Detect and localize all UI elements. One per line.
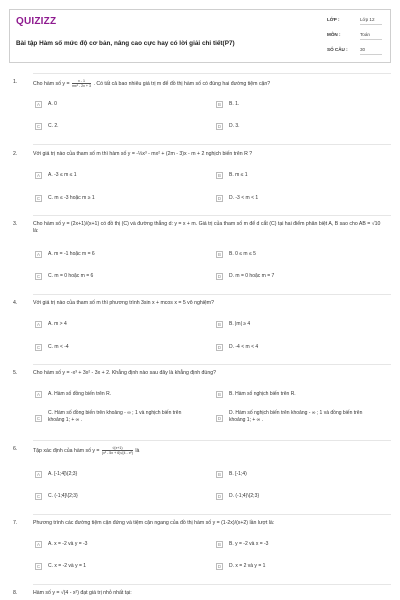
option-letter-box: A [35,471,42,478]
option-text: D. 3. [229,123,240,129]
option-text: B. m ≤ 1 [229,172,248,178]
option-letter-box: A [35,101,42,108]
divider [33,440,391,441]
question-number: 5. [13,370,18,376]
option-letter-box: D [217,564,222,569]
question-number: 7. [13,520,18,526]
option-text: D. Hàm số nghịch biến trên khoảng - ∞ ; 1 và đồng biến trên khoảng 1; + ∞ . [229,410,363,423]
question-number: 4. [13,300,18,306]
class-label: LỚP : [327,17,340,22]
question-text: Hàm số y = √(4 - x²) đạt giá trị nhỏ nhất tại: [33,590,132,596]
option-letter-box: B [216,471,223,478]
option-letter-box: C [36,564,41,569]
option-letter-box: A [35,172,42,179]
option-letter-box: D [217,494,222,499]
fraction-numerator: √(x+1) [112,446,123,450]
option-letter-box: A [35,251,42,258]
option-letter-box: D [217,274,222,279]
worksheet-title: Bài tập Hàm số mức độ cơ bản, nâng cao cực hay có lời giải chi tiết(P7) [16,40,235,47]
option-text: C. 2. [48,123,59,129]
option-text: B. 1. [229,101,240,107]
option-letter-box: A [35,391,42,398]
option-text: D. x = 2 và y = 1 [229,563,266,569]
class-value: Lớp 12 [360,17,382,25]
option-letter-box: B [216,101,223,108]
option-letter-box: D [217,345,222,350]
question-text: Cho hàm số y = (2x+1)/(x+1) có đồ thị (C) và đường thẳng d: y = x + m. Giá trị của tham số m để d cắt (C) tại hai điểm phân biệt A, B sao cho AB = √10 là: [33,221,381,234]
question-text: Với giá trị nào của tham số m thì hàm số y = -⅓x³ - mx² + (2m - 3)x - m + 2 nghịch biến trên R ? [33,151,253,157]
question-text-part: Cho hàm số y = [33,80,70,87]
fraction-numerator: x - 1 [77,79,85,83]
question-text: Với giá trị nào của tham số m thì phương trình 3sin x + mcos x = 5 vô nghiệm? [33,300,214,306]
subject-value: Toán [360,32,382,40]
question-number: 1. [13,79,18,85]
divider [33,584,391,585]
question-number: 8. [13,590,18,596]
question-text: Phương trình các đường tiệm cận đứng và tiệm cận ngang của đồ thị hàm số y = (1-2x)/(x+2) lần lượt là: [33,520,275,526]
option-text: A. m > 4 [48,321,67,327]
option-text: C. (-1;4]\{2;3} [48,493,78,499]
option-text: C. x = -2 và y = 1 [48,563,87,569]
question-count-value: 30 [360,47,382,55]
divider [33,364,391,365]
option-text: B. Hàm số nghịch biến trên R. [229,391,296,397]
option-letter-box: B [216,541,223,548]
option-letter-box: C [36,494,41,499]
option-text: B. |m| ≥ 4 [229,321,251,327]
option-text: B. 0 ≤ m ≤ 5 [229,251,256,257]
question-text [33,446,383,455]
option-text: C. m = 0 hoặc m = 6 [48,273,94,279]
question-number: 6. [13,446,18,452]
divider [33,73,391,74]
question-text-part: . Có tất cả bao nhiêu giá trị m để đồ thị hàm số có đúng hai đường tiệm cận? [93,80,271,87]
subject-label: MÔN : [327,32,341,37]
option-letter-box: B [216,321,223,328]
option-letter-box: C [36,345,41,350]
option-letter-box: B [216,172,223,179]
option-text: D. -4 < m < 4 [229,344,259,350]
option-letter-box: B [216,391,223,398]
option-letter-box: D [217,124,222,129]
option-text: A. -3 ≤ m ≤ 1 [48,172,77,178]
fraction [72,79,91,88]
option-text: A. x = -2 và y = -3 [48,541,88,547]
option-text: D. (-1;4)\{2;3} [229,493,260,499]
option-text: A. 0 [48,101,57,107]
option-text: B. [-1;4) [229,471,247,477]
question-text [33,79,383,88]
option-text: D. m = 0 hoặc m = 7 [229,273,275,279]
option-letter-box: C [36,274,41,279]
option-letter-box: D [217,196,222,201]
divider [33,514,391,515]
fraction [102,446,133,455]
divider [33,144,391,145]
option-text: A. [-1;4]\{2;3} [48,471,78,477]
divider [33,294,391,295]
fraction-denominator: mx² - 2x + 3 [71,84,92,88]
option-letter-box: A [35,321,42,328]
option-letter-box: B [216,251,223,258]
question-text: Cho hàm số y = -x³ + 3x² - 3x + 2. Khẳng định nào sau đây là khẳng định đúng? [33,370,216,376]
option-text: C. m < -4 [48,344,69,350]
worksheet-header [9,9,391,63]
option-letter-box: A [35,541,42,548]
option-text: D. -3 < m < 1 [229,195,259,201]
question-text-part: Tập xác định của hàm số y = [33,447,100,454]
option-text: C. Hàm số đồng biến trên khoảng - ∞ ; 1 và nghịch biến trên khoảng 1; + ∞ . [48,410,182,423]
option-letter-box: C [36,416,41,421]
option-text: B. y = -2 và x = -3 [229,541,269,547]
question-number: 3. [13,221,18,227]
question-count-label: SỐ CÂU : [327,47,348,52]
question-text-part: là [135,447,140,454]
question-number: 2. [13,151,18,157]
divider [33,215,391,216]
quizizz-logo: QUIZIZZ [16,16,57,27]
option-letter-box: C [36,124,41,129]
option-text: A. m = -1 hoặc m = 6 [48,251,95,257]
option-letter-box: D [217,416,222,421]
option-text: A. Hàm số đồng biến trên R. [48,391,112,397]
option-letter-box: C [36,196,41,201]
option-text: C. m ≤ -3 hoặc m ≥ 1 [48,195,95,201]
fraction-denominator: (x² - 5x + 6)√(4 - x²) [101,451,133,455]
